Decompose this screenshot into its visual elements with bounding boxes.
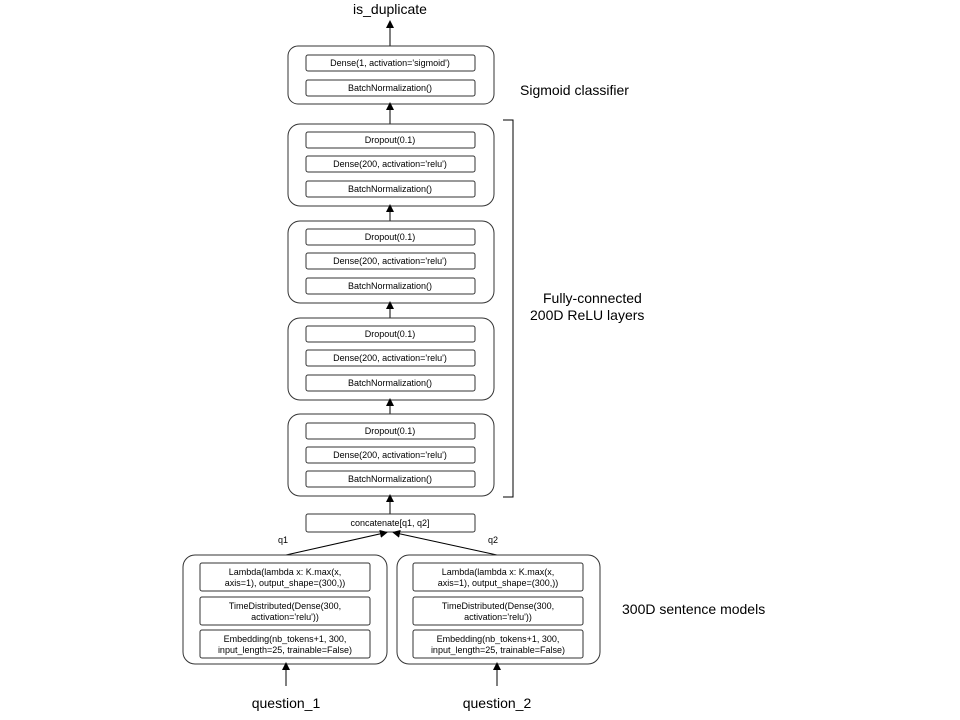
fc-block-4 xyxy=(288,414,494,496)
concatenate-label: concatenate[q1, q2] xyxy=(350,518,430,528)
fc-block-1-batchnorm-label: BatchNormalization() xyxy=(347,184,433,194)
fc-block-1-dense-label: Dense(200, activation='relu') xyxy=(333,159,447,169)
sentence-model-2-timedistributed-line1: TimeDistributed(Dense(300, xyxy=(441,601,555,611)
fc-block-2 xyxy=(288,221,494,303)
classifier-label: Sigmoid classifier xyxy=(520,82,629,98)
fc-block-1 xyxy=(288,124,494,206)
fc-block-4-dropout-label: Dropout(0.1) xyxy=(364,426,416,436)
fc-block-3-dropout-label: Dropout(0.1) xyxy=(364,329,416,339)
sentence-model-2-timedistributed-line2: activation='relu')) xyxy=(464,612,532,622)
sentence-model-1-lambda-line2: axis=1), output_shape=(300,)) xyxy=(224,578,346,588)
sentence-models-label: 300D sentence models xyxy=(622,601,766,617)
sentence-model-1-lambda-line1: Lambda(lambda x: K.max(x, xyxy=(228,567,342,577)
fc-label-line1: Fully-connected xyxy=(543,290,642,306)
q1-label: q1 xyxy=(278,535,289,545)
sentence-model-1 xyxy=(183,555,387,664)
fc-bracket xyxy=(503,120,513,497)
question-1-label: question_1 xyxy=(251,695,321,711)
sentence-model-2-embedding-line1: Embedding(nb_tokens+1, 300, xyxy=(436,634,560,644)
sentence-model-1-timedistributed-line1: TimeDistributed(Dense(300, xyxy=(228,601,342,611)
sentence-model-2 xyxy=(397,555,600,664)
fc-block-1-dropout-label: Dropout(0.1) xyxy=(364,135,416,145)
sentence-model-1-timedistributed-line2: activation='relu')) xyxy=(251,612,319,622)
sentence-model-1-embedding-line1: Embedding(nb_tokens+1, 300, xyxy=(223,634,347,644)
fc-block-3 xyxy=(288,318,494,400)
q2-arrow xyxy=(396,533,497,555)
fc-block-2-dense-label: Dense(200, activation='relu') xyxy=(333,256,447,266)
fc-block-2-dropout-label: Dropout(0.1) xyxy=(364,232,416,242)
sentence-model-2-embedding-line2: input_length=25, trainable=False) xyxy=(430,645,566,655)
q1-arrow xyxy=(286,533,384,555)
fc-label-line2: 200D ReLU layers xyxy=(530,307,645,323)
fc-block-4-batchnorm-label: BatchNormalization() xyxy=(347,474,433,484)
classifier-block xyxy=(288,46,494,104)
sentence-model-1-embedding-line2: input_length=25, trainable=False) xyxy=(217,645,353,655)
output-label: is_duplicate xyxy=(353,1,427,17)
question-2-label: question_2 xyxy=(462,695,532,711)
fc-block-3-batchnorm-label: BatchNormalization() xyxy=(347,378,433,388)
classifier-batchnorm-label: BatchNormalization() xyxy=(347,83,433,93)
q2-label: q2 xyxy=(488,535,499,545)
fc-block-3-dense-label: Dense(200, activation='relu') xyxy=(333,353,447,363)
fc-block-2-batchnorm-label: BatchNormalization() xyxy=(347,281,433,291)
sentence-model-2-lambda-line2: axis=1), output_shape=(300,)) xyxy=(437,578,559,588)
sentence-model-2-lambda-line1: Lambda(lambda x: K.max(x, xyxy=(441,567,555,577)
fc-block-4-dense-label: Dense(200, activation='relu') xyxy=(333,450,447,460)
classifier-dense-label: Dense(1, activation='sigmoid') xyxy=(330,58,450,68)
